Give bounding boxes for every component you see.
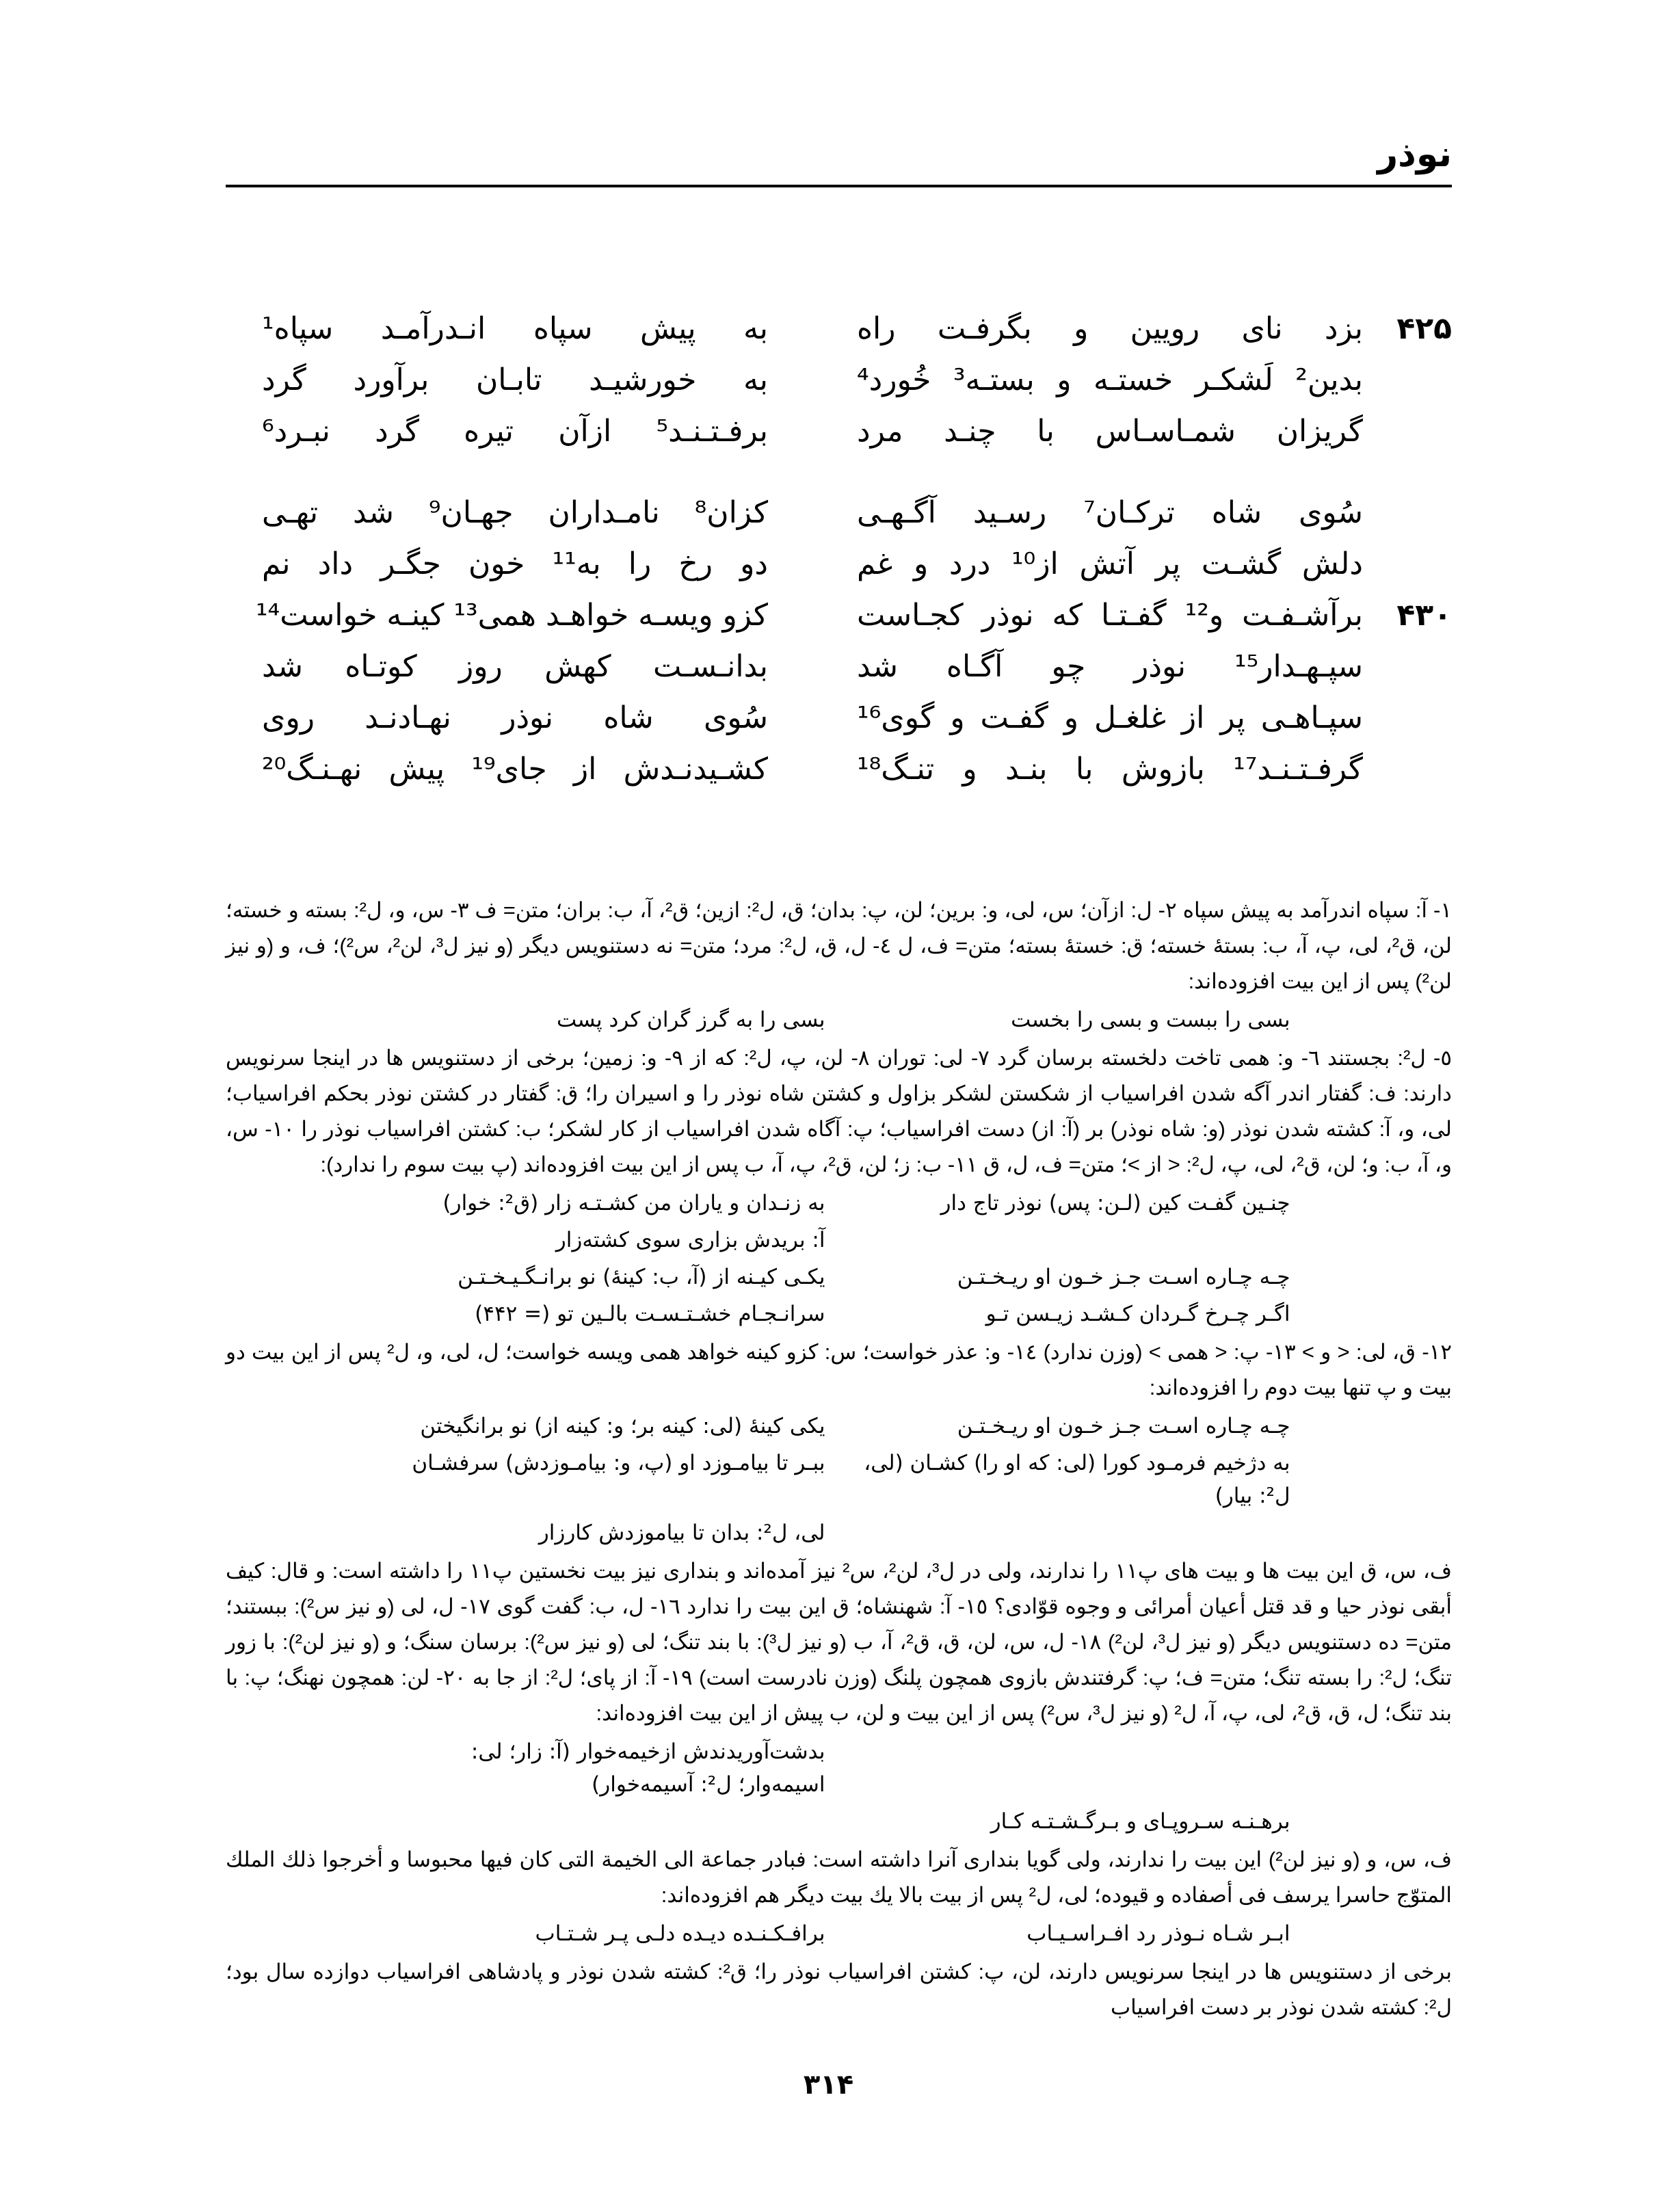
variant-verse	[226, 1261, 1452, 1293]
first-hemistich: دلش گشـت پر آتش از¹⁰ درد و غم	[857, 547, 1363, 581]
bayt-row	[262, 495, 1452, 547]
variant-verse	[226, 1516, 1452, 1549]
variant-hemistich-2: بسی را به گرز گران کرد پست	[556, 1008, 825, 1032]
bayt-row	[262, 700, 1452, 752]
first-hemistich: بزد نای رویین و بگرفـت راه	[857, 311, 1363, 346]
bayt-row	[262, 414, 1452, 465]
footnote-block: ۱۲- ق، لی: < و > ۱۳- پ: < همی > (وزن ندارد) ۱٤- و: عذر خواست؛ س: کزو کینه خواهد همی ویسه خواست؛ ل، لی، و، ل² پس از این بیت دو بیت و پ تنها بیت دوم را افزوده‌اند:	[226, 1340, 1452, 1399]
variant-hemistich-1	[825, 1735, 1290, 1801]
variant-hemistich-2: بدشت‌آوریدندش ازخیمه‌خوار (آ: زار؛ لی: اسیمه‌وار؛ ل²: آسیمه‌خوار)	[470, 1739, 825, 1797]
bayt-row	[262, 547, 1452, 598]
first-hemistich: بدین² لَشکـر خستـه و بستـه³ خُورد⁴	[857, 363, 1363, 397]
second-hemistich: به پیش سپاه انـدرآمـد سپاه¹	[262, 311, 768, 346]
variant-verse	[226, 1917, 1452, 1950]
poem-body	[255, 311, 1452, 833]
variant-hemistich-1	[825, 1224, 1290, 1256]
bayt-row	[262, 649, 1452, 700]
footnote-block: ف، س، و (و نیز لن²) این بیت را ندارند، ولی گویا بنداری آنرا داشته است: فبادر جماعة الی الخیمة التی کان فیها محبوسا و أخرجوا ذلك الملك المتوّج حاسرا یرسف فی أصفاده و قیوده؛ لی، ل² پس از بیت بالا یك بیت دیگر هم افزوده‌اند:	[226, 1847, 1453, 1907]
footnote-block: برخی از دستنویس ها در اینجا سرنویس دارند، لن، پ: کشتن افراسیاب نوذر را؛ ق²: کشته شدن نوذر و پادشاهی افراسیاب دوازده سال بود؛ ل²: کشته شدن نوذر بر دست افراسیاب	[226, 1960, 1452, 2019]
variant-hemistich-2	[388, 1805, 825, 1838]
first-hemistich: برآشـفـت و¹² گفـتـا که نوذر کجـاست	[857, 598, 1363, 633]
footnote-block: ۱- آ: سپاه اندرآمد به پیش سپاه ۲- ل: ازآن؛ س، لی، و: برین؛ لن، پ: بدان؛ ق، ل²: ازین؛ ق²، آ، ب: بران؛ متن= ف ۳- س، و، ل²: بسته و خسته؛ لن، ق²، لی، پ، آ، ب: بستهٔ خسته؛ ق: خستهٔ بسته؛ متن= ف، ل ٤- ل، ق، ل²: مرد؛ متن= نه دستنویس دیگر (و نیز ل³، لن²، س²)؛ ف، و (و نیز لن²) پس از این بیت افزوده‌اند:	[226, 898, 1452, 993]
variant-verse	[226, 1298, 1452, 1330]
first-hemistich: سُوی شاه ترکـان⁷ رسـید آگـهـی	[857, 495, 1364, 530]
variant-hemistich-2: لی، ل²: بدان تا بیاموزدش کارزار	[538, 1520, 825, 1545]
page-number: ۳۱۴	[803, 2069, 854, 2101]
second-hemistich: کزان⁸ نامـداران جهـان⁹ شد تهـی	[262, 495, 769, 530]
second-hemistich: به خورشیـد تابـان برآورد گرد	[262, 363, 768, 397]
footnote-block: ف، س، ق این بیت ها و بیت های پ۱۱ را ندارند، ولی در ل³، لن²، س² نیز آمده‌اند و بنداری نیز بیت نخستین پ۱۱ را داشته است: و قال: کیف أبقی نوذر حیا و قد قتل أعیان أمرائی و وجوه قوّادی؟ ۱٥- آ: شهنشاه؛ ق این بیت را ندارد ۱٦- ل، ب: گفت گوی ۱۷- ل، لی (و نیز س²): ببستند؛ متن= ده دستنویس دیگر (و نیز ل³، لن²) ۱۸- ل، س، لن، ق، ق²، آ، ب (و نیز ل³): با بند تنگ؛ لی (و نیز س²): برسان سنگ؛ و (و نیز لن²): با زور تنگ؛ ل²: را بسته تنگ؛ متن= ف؛ پ: گرفتندش بازوی همچون پلنگ (وزن نادرست است) ۱۹- آ: از پای؛ ل²: از جا به ۲۰- لن: همچون نهنگ؛ پ: با بند تنگ؛ ل، ق، ق²، لی، پ، آ، ل² (و نیز ل³، س²) پس از این بیت و لن، ب پیش از این بیت افزوده‌اند:	[226, 1559, 1452, 1725]
bayt-row	[262, 311, 1452, 363]
variant-verse	[226, 1410, 1452, 1443]
bayt-row	[255, 598, 1452, 649]
footnotes	[226, 893, 1452, 2025]
first-hemistich: گرفـتـنـد¹⁷ بازوش با بنـد و تنـگ¹⁸	[857, 752, 1363, 787]
variant-hemistich-1: اگـر چـرخ گـردان کـشـد زیـسن تـو	[985, 1302, 1290, 1326]
first-hemistich: گریزان شمـاسـاس با چنـد مرد	[857, 414, 1363, 449]
variant-hemistich-1: برهـنـه سـرو‌پـای و بـرگـشـتـه کـار	[990, 1809, 1290, 1834]
second-hemistich: سُوی شاه نوذر نهـادنـد روی	[262, 700, 768, 735]
variant-hemistich-2: به زنـدان و یاران من کشـتـه زار (ق²: خوار)	[442, 1191, 825, 1215]
variant-verse	[226, 1187, 1452, 1220]
variant-hemistich-1: چـه چـاره اسـت جـز خـون او ریـخـتـن	[957, 1414, 1290, 1438]
variant-verse	[226, 1224, 1452, 1256]
variant-hemistich-2: برافـکـنـده دیـده دلـی پـر شـتـاب	[535, 1921, 825, 1946]
variant-verse	[226, 1003, 1452, 1036]
variant-hemistich-1: چـه چـاره اسـت جـز خـون او ریـخـتـن	[957, 1265, 1290, 1289]
variant-hemistich-1: بسی را ببست و بسی را بخست	[1011, 1008, 1290, 1032]
variant-hemistich-2: آ: بریدش بزاری سوی کشته‌زار	[555, 1228, 825, 1252]
variant-hemistich-1: چنـین گفـت کین (لـن: پس) نوذر تاج دار	[940, 1191, 1290, 1215]
variant-hemistich-1: به دژخیم فرمـود کورا (لی: که او را) کشـان (لی، ل²: بیار)	[864, 1451, 1290, 1508]
variant-hemistich-1: ابـر شـاه نـوذر رد افـراسـیـاب	[1026, 1921, 1290, 1946]
variant-verse	[226, 1447, 1452, 1512]
variant-hemistich-2: یکی کینهٔ (لی: کینه بر؛ و: کینه از) نو برانگیختن	[420, 1414, 825, 1438]
second-hemistich: دو رخ را به¹¹ خون جگـر داد نم	[262, 547, 769, 581]
variant-hemistich-2: ببـر تا بیامـوزد او (پ، و: بیامـوزدش) سرفشـان	[412, 1451, 825, 1475]
page-title: نوذر	[1377, 134, 1452, 175]
variant-hemistich-2: یکـی کیـنه از (آ، ب: کینهٔ) نو برانـگـیـخـتـن	[458, 1265, 825, 1289]
verse-number: ۴۲۵	[1396, 311, 1452, 346]
variant-verse	[226, 1735, 1452, 1801]
variant-hemistich-2: سرانـجـام خشـتـسـت بالـین تو (= ۴۴۲)	[475, 1302, 825, 1326]
bayt-row	[262, 363, 1452, 414]
second-hemistich: کزو ویسـه خواهـد همی¹³ کینـه خواست¹⁴	[255, 598, 768, 633]
variant-hemistich-1	[825, 1516, 1290, 1549]
bayt-row	[262, 752, 1452, 803]
second-hemistich: کشـیدنـدش از جای¹⁹ پیش نهـنـگ²⁰	[262, 752, 768, 787]
first-hemistich: سپـاهـی پر از غلغـل و گفـت و گوی¹⁶	[857, 700, 1363, 735]
stanza	[262, 311, 1452, 465]
first-hemistich: سپـهـدار¹⁵ نوذر چو آگـاه شد	[857, 649, 1363, 684]
stanza	[255, 495, 1452, 803]
variant-verse	[226, 1805, 1452, 1838]
second-hemistich: بدانـسـت کهش روز کوتـاه شد	[262, 649, 768, 684]
second-hemistich: برفـتـنـد⁵ ازآن تیره گرد نبـرد⁶	[262, 414, 768, 449]
header-rule	[226, 185, 1452, 187]
footnote-block: ٥- ل²: بجستند ٦- و: همی تاخت دلخسته برسان گرد ۷- لی: توران ۸- لن، پ، ل²: که از ۹- و: زمین؛ برخی از دستنویس ها در اینجا سرنویس دارند: ف: گفتار اندر آگه شدن افراسیاب از شکستن لشکر بزاول و کشتن شاه نوذر را و اسیران را؛ ق: گفتار در کشتن نوذر بحکم افراسیاب؛ لی، و، آ: کشته شدن نوذر (و: شاه نوذر) بر (آ: از) دست افراسیاب؛ پ: آگاه شدن افراسیاب از کار لشکر؛ ب: کشتن افراسیاب نوذر را ۱۰- س، و، آ، ب: و؛ لن، ق²، لی، پ، ل²: < از >؛ متن= ف، ل، ق ۱۱- ب: ز؛ لن، ق²، پ، آ، ب پس از این بیت افزوده‌اند (پ بیت سوم را ندارد):	[226, 1046, 1452, 1176]
verse-number: ۴۳۰	[1396, 598, 1452, 633]
